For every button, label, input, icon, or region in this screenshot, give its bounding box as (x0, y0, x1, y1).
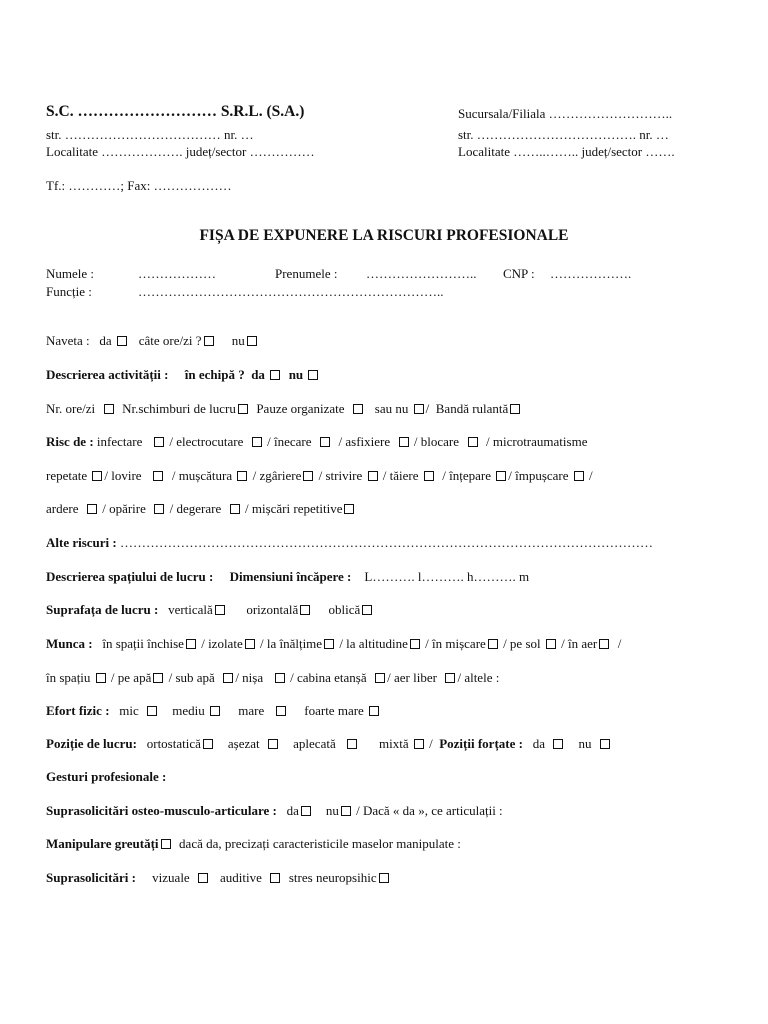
effort-row (46, 703, 381, 719)
conveyor-checkbox[interactable] (510, 404, 520, 414)
effort-option: mare (238, 703, 265, 718)
position-label: Poziție de lucru: (46, 736, 137, 751)
risk-checkbox[interactable] (87, 504, 97, 514)
conveyor-label: Bandă rulantă (435, 401, 509, 416)
work-checkbox[interactable] (96, 673, 106, 683)
work-checkbox[interactable] (186, 639, 196, 649)
risk-row-1 (46, 434, 587, 450)
other-risks-row (46, 535, 653, 551)
osteo-da-checkbox[interactable] (301, 806, 311, 816)
function-field[interactable]: …………………………………………………………….. (138, 284, 444, 299)
risk-checkbox[interactable] (344, 504, 354, 514)
workspace-row (46, 569, 529, 585)
risk-checkbox[interactable] (230, 504, 240, 514)
risk-row-3 (46, 501, 356, 517)
risk-option: ardere (46, 501, 79, 516)
overload-checkbox[interactable] (198, 873, 208, 883)
work-option: în spații închise (102, 636, 184, 651)
effort-checkbox[interactable] (147, 706, 157, 716)
team-label: în echipă ? (184, 367, 245, 382)
breaks-nu-checkbox[interactable] (414, 404, 424, 414)
work-checkbox[interactable] (324, 639, 334, 649)
company-name: S.C. ……………………… S.R.L. (S.A.) (46, 103, 305, 120)
risk-checkbox[interactable] (237, 471, 247, 481)
page-title: FIȘA DE EXPUNERE LA RISCURI PROFESIONALE (199, 227, 569, 244)
naveta-ore-checkbox[interactable] (204, 336, 214, 346)
risk-checkbox[interactable] (154, 437, 164, 447)
workspace-label: Descrierea spațiului de lucru : (46, 569, 214, 584)
phone-fax: Tf.: …………; Fax: ……………… (46, 178, 232, 193)
work-option: în spațiu (46, 670, 91, 685)
position-checkbox[interactable] (268, 739, 278, 749)
function-label: Funcție : (46, 284, 92, 299)
work-option: / pe sol (503, 636, 541, 651)
risk-option: / electrocutare (169, 434, 244, 449)
work-option: / pe apă (110, 670, 152, 685)
risk-option: / împușcare (508, 468, 569, 483)
team-nu-checkbox[interactable] (308, 370, 318, 380)
surface-option: orizontală (246, 602, 299, 617)
forced-nu-label: nu (578, 736, 592, 751)
risk-checkbox[interactable] (468, 437, 478, 447)
risk-checkbox[interactable] (252, 437, 262, 447)
naveta-ore-label: câte ore/zi ? (138, 333, 202, 348)
effort-checkbox[interactable] (210, 706, 220, 716)
surface-checkbox[interactable] (362, 605, 372, 615)
shifts-checkbox[interactable] (238, 404, 248, 414)
risk-checkbox[interactable] (303, 471, 313, 481)
risk-checkbox[interactable] (320, 437, 330, 447)
risk-option: / zgâriere (252, 468, 302, 483)
forced-nu-checkbox[interactable] (600, 739, 610, 749)
effort-option: foarte mare (304, 703, 364, 718)
overload-label: Suprasolicitări : (46, 870, 136, 885)
branch-line: Sucursala/Filiala ……………………….. (458, 106, 673, 121)
work-option: / altele : (457, 670, 500, 685)
surface-checkbox[interactable] (215, 605, 225, 615)
work-row-2 (46, 670, 499, 686)
surface-label: Suprafața de lucru : (46, 602, 159, 617)
position-checkbox[interactable] (347, 739, 357, 749)
cnp-field[interactable]: ………………. (550, 266, 632, 281)
effort-option: mic (119, 703, 139, 718)
weights-label: Manipulare greutăți (46, 836, 159, 851)
work-checkbox[interactable] (546, 639, 556, 649)
locality-left: Localitate ………………. județ/sector …………… (46, 144, 315, 159)
position-checkbox[interactable] (203, 739, 213, 749)
risk-checkbox[interactable] (154, 504, 164, 514)
risk-option: / înecare (267, 434, 312, 449)
risk-checkbox[interactable] (496, 471, 506, 481)
effort-label: Efort fizic : (46, 703, 110, 718)
work-separator: / (617, 636, 622, 651)
naveta-da-checkbox[interactable] (117, 336, 127, 346)
osteo-nu-label: nu (325, 803, 339, 818)
team-da-label: da (251, 367, 265, 382)
work-option: / nișa (235, 670, 264, 685)
position-option: aplecată (293, 736, 336, 751)
name-field[interactable]: ……………… (138, 266, 216, 281)
osteo-nu-checkbox[interactable] (341, 806, 351, 816)
breaks-nu-label: sau nu (374, 401, 409, 416)
osteo-label: Suprasolicitări osteo-musculo-articulare : (46, 803, 277, 818)
effort-checkbox[interactable] (369, 706, 379, 716)
weights-detail: dacă da, precizați caracteristicile maselor manipulate : (179, 836, 461, 851)
gestures-label: Gesturi profesionale : (46, 769, 167, 784)
risk-option: / mișcări repetitive (245, 501, 343, 516)
breaks-label: Pauze organizate (256, 401, 345, 416)
work-checkbox[interactable] (245, 639, 255, 649)
risk-option: / asfixiere (338, 434, 391, 449)
forced-position-label: Poziții forțate : (439, 736, 523, 751)
risk-option: / opărire (102, 501, 146, 516)
overload-option: stres neuropsihic (288, 870, 377, 885)
risk-checkbox[interactable] (574, 471, 584, 481)
street-left: str. ……………………………… nr. … (46, 127, 254, 142)
work-row-1 (46, 636, 621, 652)
street-right: str. ………………………………. nr. … (458, 127, 669, 142)
naveta-label: Naveta : (46, 333, 90, 348)
shifts-label: Nr.schimburi de lucru (122, 401, 236, 416)
overload-checkbox[interactable] (270, 873, 280, 883)
risk-option: / blocare (413, 434, 460, 449)
risk-option: / tăiere (382, 468, 419, 483)
dimensions-label: Dimensiuni încăpere : (229, 569, 352, 584)
dimensions-field[interactable]: L………. l………. h………. m (364, 569, 530, 584)
work-checkbox[interactable] (445, 673, 455, 683)
work-checkbox[interactable] (153, 673, 163, 683)
surface-row (46, 602, 374, 618)
surface-checkbox[interactable] (300, 605, 310, 615)
surname-label: Prenumele : (275, 266, 338, 281)
work-option: / cabina etanșă (290, 670, 367, 685)
risk-option: / microtraumatisme (486, 434, 588, 449)
schedule-row: Nr. ore/zi Nr.schimburi de lucru Pauze organizate sau nu / Bandă rulantă (46, 401, 522, 417)
position-option: așezat (227, 736, 260, 751)
locality-right: Localitate ……..…….. județ/sector ……. (458, 144, 675, 159)
work-checkbox[interactable] (488, 639, 498, 649)
surface-option: verticală (168, 602, 213, 617)
position-option: mixtă (378, 736, 409, 751)
activity-label: Descrierea activității : (46, 367, 169, 382)
overload-option: vizuale (152, 870, 190, 885)
risk-checkbox[interactable] (399, 437, 409, 447)
risk-option: / lovire (104, 468, 142, 483)
position-row: Poziție de lucru: ortostatică așezat aplecată mixtă / Poziții forțate : da nu (46, 736, 612, 752)
naveta-row (46, 333, 259, 349)
naveta-nu-label: nu (231, 333, 245, 348)
risk-option: / mușcătura (171, 468, 233, 483)
risk-row-2 (46, 468, 593, 484)
osteo-row (46, 803, 503, 819)
position-option: ortostatică (146, 736, 201, 751)
overload-option: auditive (219, 870, 262, 885)
work-checkbox[interactable] (223, 673, 233, 683)
risk-option: / degerare (169, 501, 222, 516)
osteo-detail: / Dacă « da », ce articulații : (356, 803, 503, 818)
position-checkbox[interactable] (414, 739, 424, 749)
osteo-da-label: da (286, 803, 299, 818)
work-option: / în mișcare (425, 636, 486, 651)
weights-row (46, 836, 461, 852)
work-checkbox[interactable] (275, 673, 285, 683)
risk-option: / strivire (318, 468, 363, 483)
forced-da-checkbox[interactable] (553, 739, 563, 749)
forced-da-label: da (532, 736, 545, 751)
team-nu-label: nu (288, 367, 304, 382)
risk-checkbox[interactable] (92, 471, 102, 481)
risk-label: Risc de : (46, 434, 94, 449)
hours-checkbox[interactable] (104, 404, 114, 414)
activity-row (46, 367, 320, 383)
work-checkbox[interactable] (599, 639, 609, 649)
name-label: Numele : (46, 266, 95, 281)
breaks-checkbox[interactable] (353, 404, 363, 414)
surname-field[interactable]: …………………….. (366, 266, 477, 281)
risk-checkbox[interactable] (153, 471, 163, 481)
work-checkbox[interactable] (375, 673, 385, 683)
work-option: / sub apă (168, 670, 215, 685)
risk-checkbox[interactable] (368, 471, 378, 481)
risk-separator: / (589, 468, 593, 483)
work-option: / în aer (561, 636, 598, 651)
work-option: / la înălțime (259, 636, 323, 651)
weights-checkbox[interactable] (161, 839, 171, 849)
work-option: / la altitudine (339, 636, 408, 651)
surface-option: oblică (328, 602, 361, 617)
work-label: Munca : (46, 636, 93, 651)
work-checkbox[interactable] (410, 639, 420, 649)
overload-row (46, 870, 391, 886)
effort-checkbox[interactable] (276, 706, 286, 716)
work-option: / aer liber (387, 670, 437, 685)
work-option: / izolate (201, 636, 243, 651)
naveta-da-label: da (99, 333, 112, 348)
gestures-row (46, 769, 166, 785)
other-risks-field[interactable]: …………………………………………………………………………………………………………… (120, 535, 654, 550)
risk-option: repetate (46, 468, 88, 483)
team-da-checkbox[interactable] (270, 370, 280, 380)
naveta-nu-checkbox[interactable] (247, 336, 257, 346)
effort-option: mediu (172, 703, 205, 718)
other-risks-label: Alte riscuri : (46, 535, 117, 550)
risk-checkbox[interactable] (424, 471, 434, 481)
overload-checkbox[interactable] (379, 873, 389, 883)
risk-option: / înțepare (442, 468, 491, 483)
risk-option: infectare (96, 434, 143, 449)
hours-label: Nr. ore/zi (46, 401, 96, 416)
cnp-label: CNP : (503, 266, 535, 281)
